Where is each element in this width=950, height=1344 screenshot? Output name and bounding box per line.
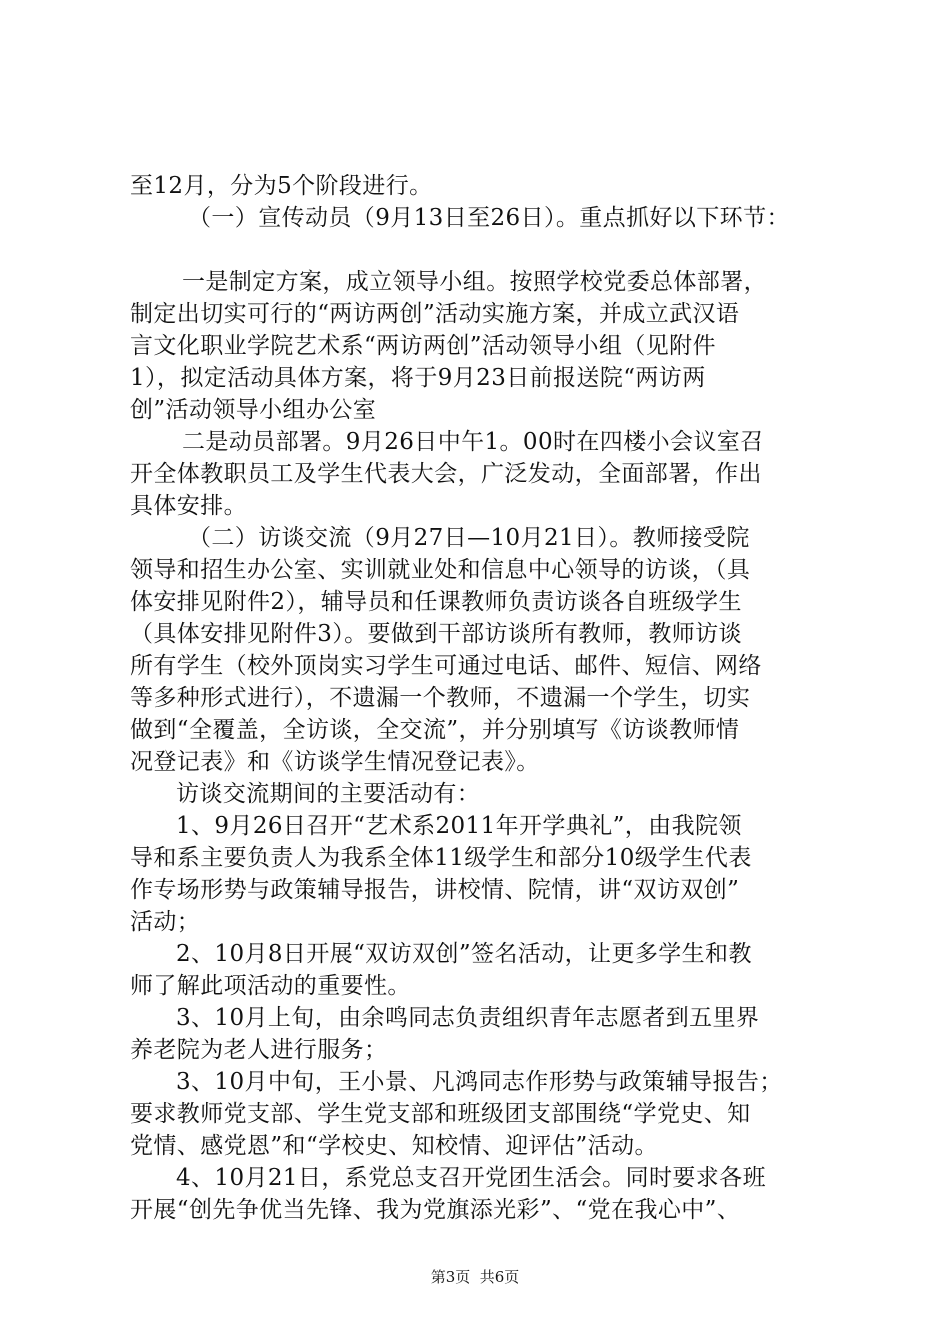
section-heading-1: （一）宣传动员（9月13日至26日）。重点抓好以下环节： — [188, 205, 790, 231]
page-number-footer: 第3页 共6页 — [430, 1268, 520, 1286]
list-item-line: 师了解此项活动的重要性。 — [130, 973, 411, 999]
paragraph-line: 创”活动领导小组办公室 — [130, 397, 377, 423]
paragraph-line: 制定出切实可行的“两访两创”活动实施方案，并成立武汉语 — [130, 301, 740, 327]
blank-line — [130, 234, 850, 266]
paragraph-line: 二是动员部署。9月26日中午1。00时在四楼小会议室召 — [182, 429, 764, 455]
document-body — [130, 170, 850, 1226]
paragraph-line: （具体安排见附件3）。要做到干部访谈所有教师，教师访谈 — [130, 621, 742, 647]
paragraph-line: 1），拟定活动具体方案，将于9月23日前报送院“两访两 — [130, 365, 706, 391]
paragraph-line: 所有学生（校外顶岗实习学生可通过电话、邮件、短信、网络 — [130, 653, 762, 679]
list-item-line: 要求教师党支部、学生党支部和班级团支部围绕“学党史、知 — [130, 1101, 751, 1127]
paragraph-line: 况登记表》和《访谈学生情况登记表》。 — [130, 749, 540, 775]
list-item-line: 养老院为老人进行服务； — [130, 1037, 388, 1063]
list-item-line: 3、10月上旬，由余鸣同志负责组织青年志愿者到五里界 — [176, 1005, 760, 1031]
list-item-line: 1、9月26日召开“艺术系2011年开学典礼”，由我院领 — [176, 813, 742, 839]
list-item-line: 导和系主要负责人为我系全体11级学生和部分10级学生代表 — [130, 845, 752, 871]
paragraph-line: 做到“全覆盖，全访谈，全交流”，并分别填写《访谈教师情 — [130, 717, 740, 743]
paragraph-line: 言文化职业学院艺术系“两访两创”活动领导小组（见附件 — [130, 333, 716, 359]
list-item-line: 开展“创先争优当先锋、我为党旗添光彩”、“党在我心中”、 — [130, 1197, 741, 1223]
list-item-line: 2、10月8日开展“双访双创”签名活动，让更多学生和教 — [176, 941, 752, 967]
paragraph-line: 开全体教职员工及学生代表大会，广泛发动，全面部署，作出 — [130, 461, 762, 487]
list-item-line: 4、10月21日，系党总支召开党团生活会。同时要求各班 — [176, 1165, 766, 1191]
paragraph-line: 领导和招生办公室、实训就业处和信息中心领导的访谈，（具 — [130, 557, 751, 583]
paragraph-line: 具体安排。 — [130, 493, 247, 519]
paragraph-line: 等多种形式进行），不遗漏一个教师，不遗漏一个学生，切实 — [130, 685, 751, 711]
list-item-line: 活动； — [130, 909, 201, 935]
section-heading-2: （二）访谈交流（9月27日—10月21日）。教师接受院 — [188, 525, 750, 551]
list-item-line: 作专场形势与政策辅导报告，讲校情、院情，讲“双访双创” — [130, 877, 740, 903]
paragraph-line: 一是制定方案，成立领导小组。按照学校党委总体部署， — [182, 269, 767, 295]
list-item-line: 3、10月中旬，王小景、凡鸿同志作形势与政策辅导报告； — [176, 1069, 783, 1095]
paragraph-line: 至12月，分为5个阶段进行。 — [130, 173, 433, 199]
paragraph-line: 访谈交流期间的主要活动有： — [176, 781, 481, 807]
list-item-line: 党情、感党恩”和“学校史、知校情、迎评估”活动。 — [130, 1133, 658, 1159]
paragraph-line: 体安排见附件2），辅导员和任课教师负责访谈各自班级学生 — [130, 589, 742, 615]
